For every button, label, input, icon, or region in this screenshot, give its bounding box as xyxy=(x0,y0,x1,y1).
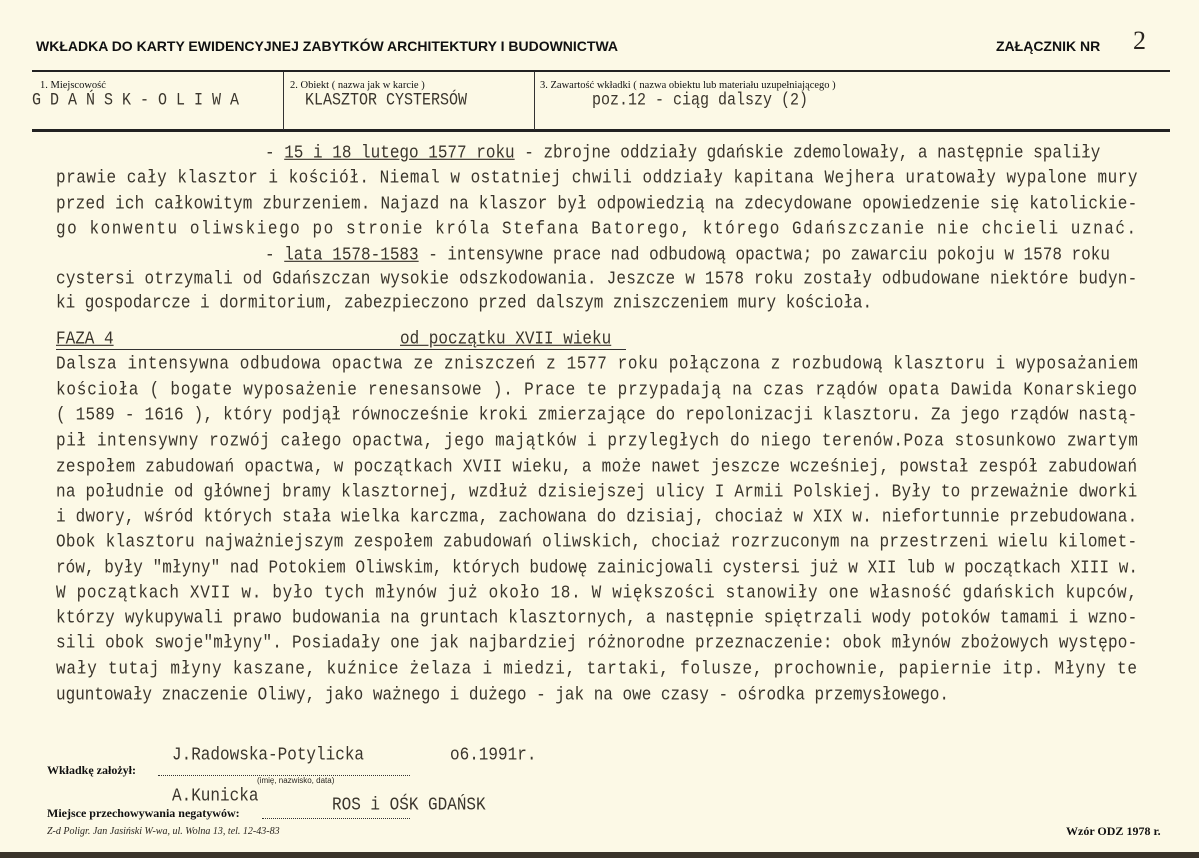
scan-edge xyxy=(0,852,1199,858)
divider xyxy=(534,72,535,130)
author-hint: (imię, nazwisko, data) xyxy=(257,776,335,785)
body-line xyxy=(265,245,1110,266)
text: - xyxy=(265,142,285,164)
author-name: J.Radowska-Potylicka xyxy=(172,744,365,766)
author-date: o6.1991r. xyxy=(450,744,537,766)
phase-title: od początku XVII wieku xyxy=(400,328,612,350)
body-line xyxy=(265,143,1100,164)
negatives-person: A.Kunicka xyxy=(172,785,259,807)
body-line: go konwentu oliwskiego po stronie króla Stefana Batorego, którego Gdańszczanie nie chcieli uznać. xyxy=(56,218,1138,240)
body-line: ( 1589 - 1616 ), który podjął równocześnie kroki zmierzające do repolonizacji klasztoru. Za jego rządów nastą- xyxy=(56,404,1138,426)
body-line: zespołem zabudowań opactwa, w początkach XVII wieku, a może nawet jeszcze wcześniej, powstał zespół zabudowań xyxy=(56,456,1138,478)
text: - xyxy=(265,244,285,266)
phase-label: FAZA 4 xyxy=(56,328,114,350)
negatives-dotted-line xyxy=(262,818,410,819)
object-label: 2. Obiekt ( nazwa jak w karcie ) xyxy=(290,80,425,91)
body-line: cystersi otrzymali od Gdańszczan wysokie odszkodowania. Jeszcze w 1578 roku zostały odbudowane niektóre budyn- xyxy=(56,268,1138,290)
phase-rule xyxy=(56,349,626,350)
body-line: pił intensywny rozwój całego opactwa, jego majątków i przyległych do niego terenów.Poza stosunkowo zwartym xyxy=(56,430,1139,452)
body-line: przed ich całkowitym zburzeniem. Najazd na klaszor był odpowiedzią na zdecydowane opowiedzenie się katolickie- xyxy=(56,193,1138,215)
printer-info: Z-d Poligr. Jan Jasiński W-wa, ul. Wolna 13, tel. 12-43-83 xyxy=(47,826,280,837)
form-id: Wzór ODZ 1978 r. xyxy=(1066,824,1161,838)
text: - intensywne prace nad odbudową opactwa; po zawarciu pokoju w 1578 roku xyxy=(418,244,1110,266)
object-value: KLASZTOR CYSTERSÓW xyxy=(305,90,468,111)
body-line: Obok klasztoru najważniejszym zespołem zabudowań oliwskich, chociaż rozrzuconym na przestrzeni wielu kilomet- xyxy=(56,531,1138,553)
document-title: WKŁADKA DO KARTY EWIDENCYJNEJ ZABYTKÓW ARCHITEKTURY I BUDOWNICTWA xyxy=(36,38,619,54)
body-line: i dwory, wśród których stała wielka karczma, zachowana do dzisiaj, chociaż w XIX w. niefortunnie przebudowana. xyxy=(56,506,1138,528)
body-line: uguntowały znaczenie Oliwy, jako ważnego i dużego - jak na owe czasy - ośrodka przemysłowego. xyxy=(56,684,949,706)
negatives-value: ROS i OŚK GDAŃSK xyxy=(332,794,486,816)
place-label: 1. Miejscowość xyxy=(40,80,106,91)
date-heading: 15 i 18 lutego 1577 roku xyxy=(284,142,515,164)
body-line: kościoła ( bogate wyposażenie renesansowe ). Prace te przypadają na czas rządów opata Dawida Konarskiego xyxy=(56,379,1138,401)
content-value: poz.12 - ciąg dalszy (2) xyxy=(592,90,809,111)
annex-number: 2 xyxy=(1133,26,1146,55)
author-label: Wkładkę założył: xyxy=(47,763,136,777)
top-rule xyxy=(32,70,1170,72)
body-line: W początkach XVII w. było tych młynów już około 18. W większości stanowiły one własność gdańskich kupców, xyxy=(56,582,1138,604)
header-bottom-rule xyxy=(32,129,1170,132)
date-heading: lata 1578-1583 xyxy=(284,244,419,266)
body-line: na południe od głównej bramy klasztornej, wzdłuż dzisiejszej ulicy I Armii Polskiej. Były to przeważnie dworki xyxy=(56,481,1138,503)
negatives-label: Miejsce przechowywania negatywów: xyxy=(47,806,240,820)
body-line: ki gospodarcze i dormitorium, zabezpieczono przed dalszym zniszczeniem mury kościoła. xyxy=(56,292,873,314)
body-line: sili obok swoje"młyny". Posiadały one jak najbardziej różnorodne przeznaczenie: obok młynów zbożowych występo- xyxy=(56,632,1138,654)
content-label: 3. Zawartość wkładki ( nazwa obiektu lub materiału uzupełniającego ) xyxy=(540,80,836,91)
text: - zbrojne oddziały gdańskie zdemolowały, a następnie spaliły xyxy=(514,142,1101,164)
annex-label: ZAŁĄCZNIK NR xyxy=(996,38,1101,54)
body-line: wały tutaj młyny kaszane, kuźnice żelaza i miedzi, tartaki, folusze, prochownie, papiernie itp. Młyny te xyxy=(56,658,1138,680)
body-line: rów, były "młyny" nad Potokiem Oliwskim, których budowę zainicjowali cystersi już w XII lub w początkach XIII w. xyxy=(56,557,1139,579)
divider xyxy=(283,72,284,130)
body-line: Dalsza intensywna odbudowa opactwa ze zniszczeń z 1577 roku połączona z rozbudową klasztoru i wyposażaniem xyxy=(56,353,1139,375)
body-line: prawie cały klasztor i kościół. Niemal w ostatniej chwili oddziały kapitana Wejhera uratowały wypalone mury xyxy=(56,167,1138,189)
place-value: G D A Ń S K - O L I W A xyxy=(32,90,240,111)
body-line: którzy wykupywali prawo budowania na gruntach klasztornych, a następnie spiętrzali wody potoków tamami i wzno- xyxy=(56,607,1138,629)
